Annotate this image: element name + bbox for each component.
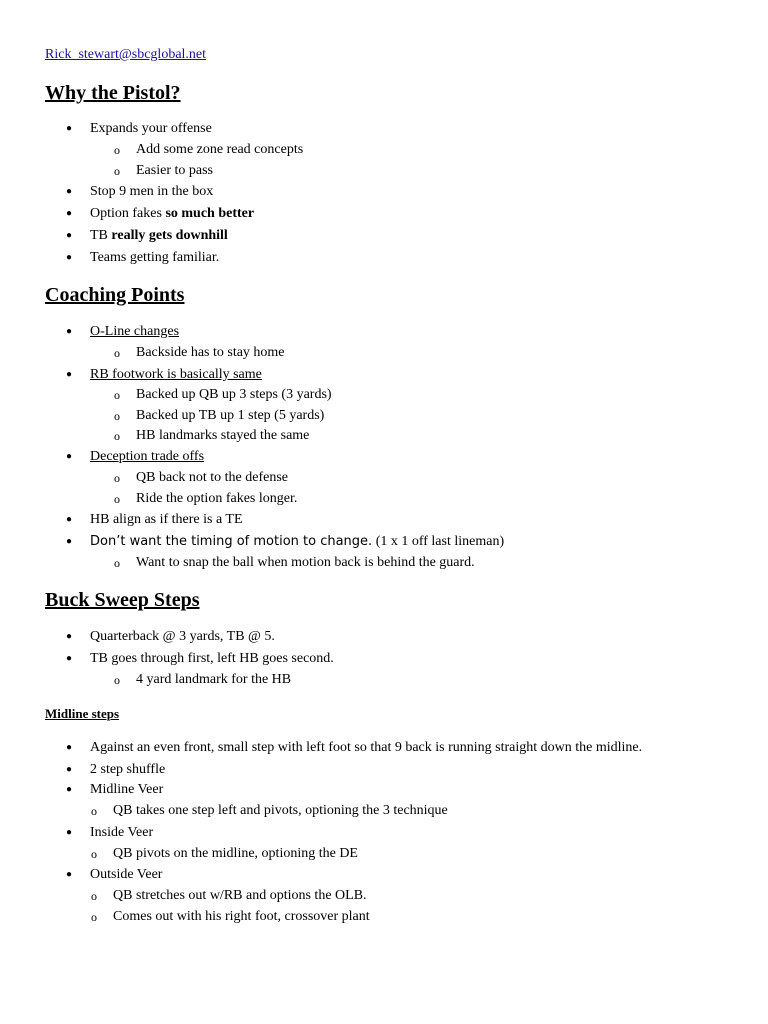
sub-bullet-icon: o xyxy=(114,346,120,360)
bullet-icon: ● xyxy=(66,784,73,795)
sub-list-item: Comes out with his right foot, crossover plant xyxy=(113,909,370,924)
sub-bullet-icon: o xyxy=(114,556,120,570)
sub-bullet-icon: o xyxy=(114,673,120,687)
list-item-text: (1 x 1 off last lineman) xyxy=(372,534,505,549)
list-item: Midline Veer xyxy=(90,782,164,797)
sub-bullet-icon: o xyxy=(114,143,120,157)
list-item xyxy=(90,534,504,550)
bullet-icon: ● xyxy=(66,186,73,197)
sub-list-item: Easier to pass xyxy=(136,163,213,178)
sub-bullet-icon: o xyxy=(114,409,120,423)
heading-coaching-points: Coaching Points xyxy=(45,284,185,306)
sub-bullet-icon: o xyxy=(114,388,120,402)
sub-bullet-icon: o xyxy=(114,471,120,485)
list-item: Inside Veer xyxy=(90,825,154,840)
bullet-icon: ● xyxy=(66,252,73,263)
sub-list-item: Backed up TB up 1 step (5 yards) xyxy=(136,408,325,423)
sub-bullet-icon: o xyxy=(91,889,97,903)
sub-bullet-icon: o xyxy=(114,492,120,506)
list-item: HB align as if there is a TE xyxy=(90,512,243,527)
sub-list-item: Backed up QB up 3 steps (3 yards) xyxy=(136,387,332,402)
sub-bullet-icon: o xyxy=(114,429,120,443)
sub-list-item: 4 yard landmark for the HB xyxy=(136,672,292,687)
list-item: TB goes through first, left HB goes second. xyxy=(90,651,334,666)
bullet-icon: ● xyxy=(66,631,73,642)
list-item: Stop 9 men in the box xyxy=(90,184,214,199)
list-item xyxy=(90,228,228,244)
bullet-icon: ● xyxy=(66,514,73,525)
list-item: Quarterback @ 3 yards, TB @ 5. xyxy=(90,629,275,644)
list-item: Expands your offense xyxy=(90,121,212,136)
list-item-emphasis: so much better xyxy=(165,206,255,221)
bullet-icon: ● xyxy=(66,869,73,880)
bullet-icon: ● xyxy=(66,326,73,337)
list-item-emphasis: really gets downhill xyxy=(111,228,228,243)
bullet-icon: ● xyxy=(66,653,73,664)
sub-list-item: QB takes one step left and pivots, optioning the 3 technique xyxy=(113,803,448,818)
bullet-icon: ● xyxy=(66,742,73,753)
bullet-icon: ● xyxy=(66,369,73,380)
sub-bullet-icon: o xyxy=(114,164,120,178)
sub-bullet-icon: o xyxy=(91,847,97,861)
bullet-icon: ● xyxy=(66,764,73,775)
list-item: Deception trade offs xyxy=(90,449,205,464)
sub-list-item: QB stretches out w/RB and options the OLB. xyxy=(113,888,367,903)
list-item: Outside Veer xyxy=(90,867,163,882)
sub-bullet-icon: o xyxy=(91,804,97,818)
heading-buck-sweep-steps: Buck Sweep Steps xyxy=(45,589,200,611)
sub-list-item: Add some zone read concepts xyxy=(136,142,304,157)
list-item: Against an even front, small step with left foot so that 9 back is running straight down the midline. xyxy=(90,740,643,755)
sub-list-item: Ride the option fakes longer. xyxy=(136,491,298,506)
list-item: RB footwork is basically same xyxy=(90,367,262,382)
list-item: Teams getting familiar. xyxy=(90,250,220,265)
sub-list-item: Want to snap the ball when motion back is behind the guard. xyxy=(136,555,475,570)
sub-list-item: QB back not to the defense xyxy=(136,470,289,485)
list-item: O-Line changes xyxy=(90,324,180,339)
list-item: 2 step shuffle xyxy=(90,762,166,777)
bullet-icon: ● xyxy=(66,536,73,547)
sub-bullet-icon: o xyxy=(91,910,97,924)
sub-list-item: HB landmarks stayed the same xyxy=(136,428,310,443)
bullet-icon: ● xyxy=(66,451,73,462)
list-item xyxy=(90,206,254,222)
bullet-icon: ● xyxy=(66,230,73,241)
sub-list-item: Backside has to stay home xyxy=(136,345,285,360)
list-item-text: Option fakes xyxy=(90,206,166,221)
list-item-text: TB xyxy=(90,228,112,243)
sub-list-item: QB pivots on the midline, optioning the DE xyxy=(113,846,358,861)
email-link[interactable]: Rick_stewart@sbcglobal.net xyxy=(45,47,207,62)
heading-why-the-pistol: Why the Pistol? xyxy=(45,82,181,104)
bullet-icon: ● xyxy=(66,123,73,134)
bullet-icon: ● xyxy=(66,208,73,219)
bullet-icon: ● xyxy=(66,827,73,838)
heading-midline-steps: Midline steps xyxy=(45,706,120,721)
list-item-text: Don’t want the timing of motion to change. xyxy=(90,534,373,549)
